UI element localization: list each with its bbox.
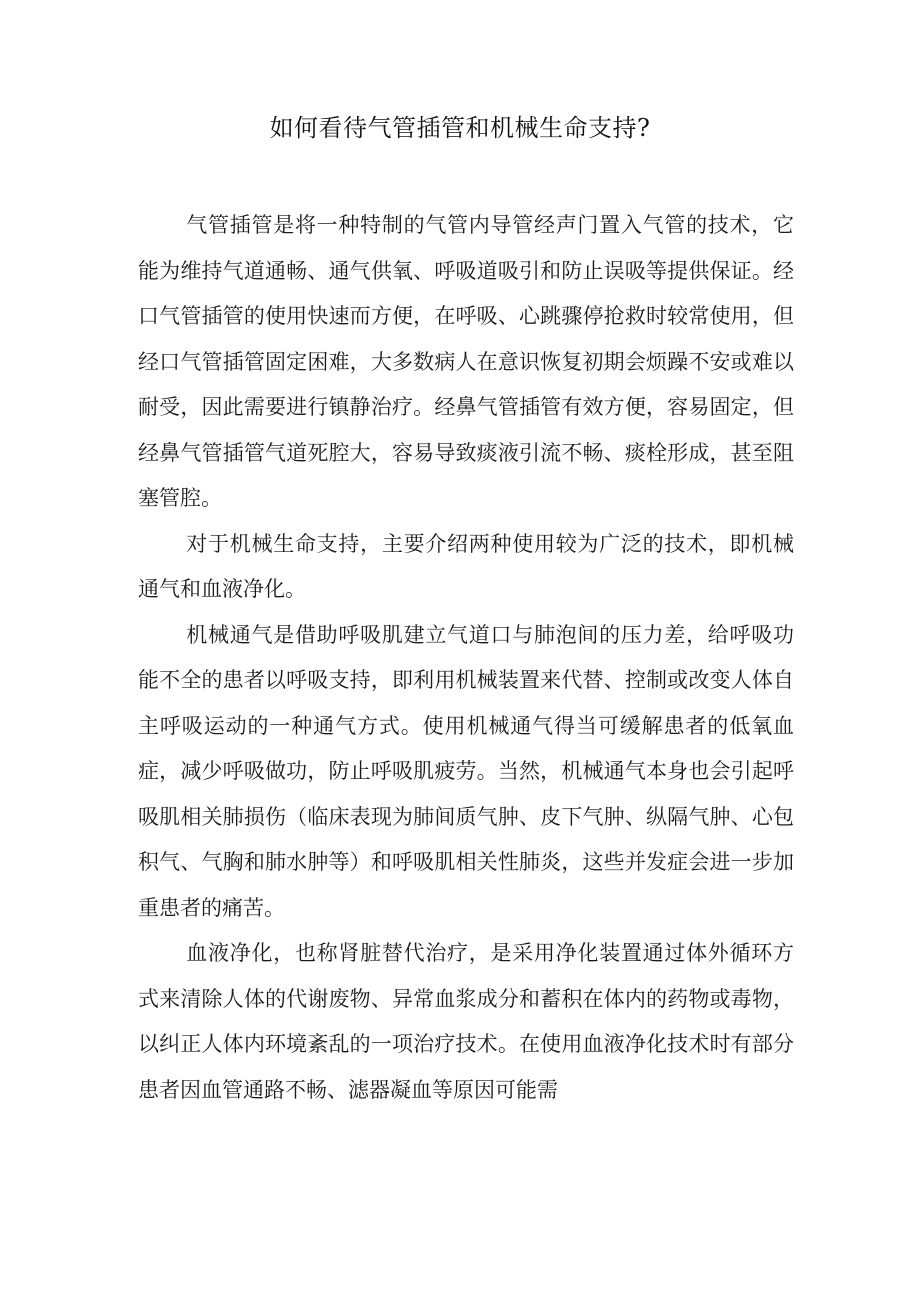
- document-body: [138, 203, 794, 1113]
- paragraph-mechanical-ventilation: 机械通气是借助呼吸肌建立气道口与肺泡间的压力差，给呼吸功能不全的患者以呼吸支持，即利用机械装置来代替、控制或改变人体自主呼吸运动的一种通气方式。使用机械通气得当可缓解患者的低氧血症，减少呼吸做功，防止呼吸肌疲劳。当然，机械通气本身也会引起呼吸肌相关肺损伤（临床表现为肺间质气肿、皮下气肿、纵隔气肿、心包积气、气胸和肺水肿等）和呼吸肌相关性肺炎，这些并发症会进一步加重患者的痛苦。: [138, 622, 794, 920]
- paragraph-tracheal-intubation: 气管插管是将一种特制的气管内导管经声门置入气管的技术，它能为维持气道通畅、通气供氧、呼吸道吸引和防止误吸等提供保证。经口气管插管的使用快速而方便，在呼吸、心跳骤停抢救时较常使用，但经口气管插管固定困难，大多数病人在意识恢复初期会烦躁不安或难以耐受，因此需要进行镇静治疗。经鼻气管插管有效方便，容易固定，但经鼻气管插管气道死腔大，容易导致痰液引流不畅、痰栓形成，甚至阻塞管腔。: [138, 213, 794, 510]
- document-title: 如何看待气管插管和机械生命支持?: [269, 114, 651, 142]
- paragraph-life-support-intro: 对于机械生命支持，主要介绍两种使用较为广泛的技术，即机械通气和血液净化。: [138, 531, 794, 601]
- paragraph-blood-purification: 血液净化，也称肾脏替代治疗，是采用净化装置通过体外循环方式来清除人体的代谢废物、异常血浆成分和蓄积在体内的药物或毒物，以纠正人体内环境紊乱的一项治疗技术。在使用血液净化技术时有部分患者因血管通路不畅、滤器凝血等原因可能需: [138, 941, 794, 1102]
